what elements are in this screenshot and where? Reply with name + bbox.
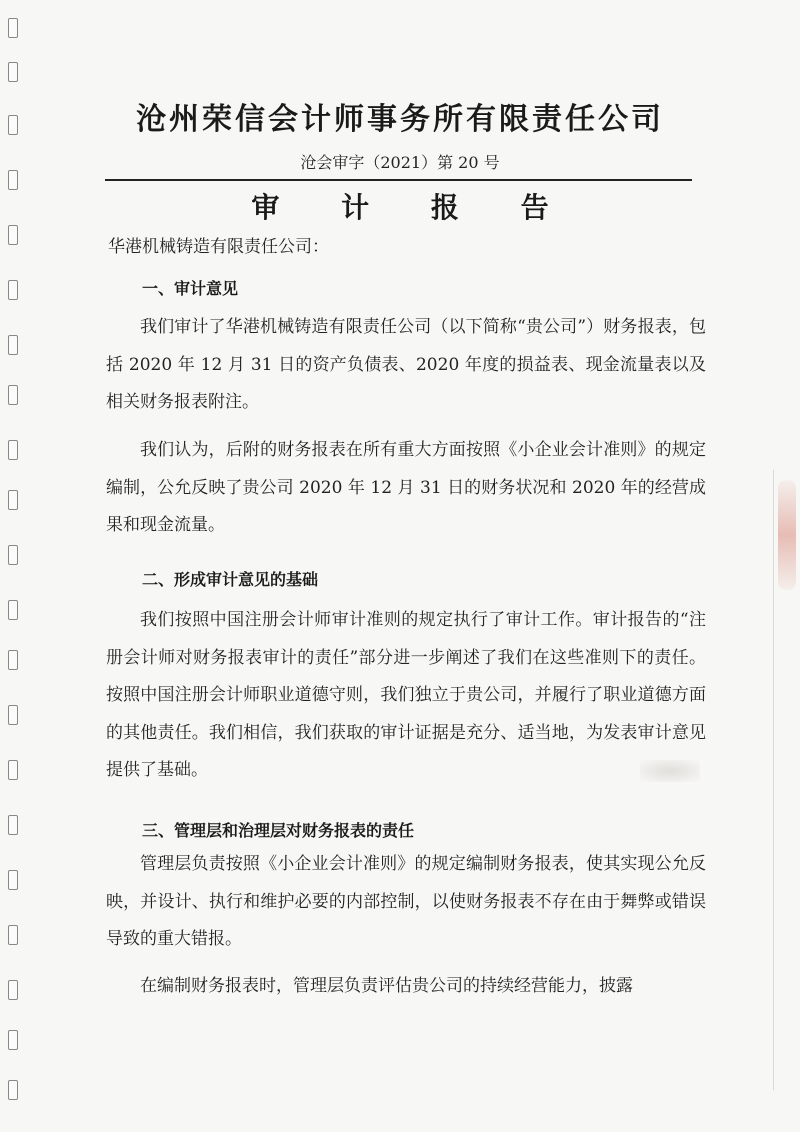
binding-hole (8, 225, 18, 245)
binding-hole (8, 600, 18, 620)
binding-hole (8, 440, 18, 460)
firm-name: 沧州荣信会计师事务所有限责任公司 (136, 102, 664, 137)
binding-hole (8, 490, 18, 510)
document-number: 沧会审字（2021）第 20 号 (300, 153, 500, 172)
binding-hole (8, 815, 18, 835)
binding-hole (8, 760, 18, 780)
binding-hole (8, 280, 18, 300)
binding-hole (8, 1030, 18, 1050)
header-rule (105, 179, 692, 181)
binding-hole (8, 650, 18, 670)
addressee: 华港机械铸造有限责任公司： (108, 237, 329, 257)
section-heading: 一、审计意见 (142, 279, 239, 298)
binding-hole (8, 18, 18, 38)
binding-hole (8, 385, 18, 405)
binding-hole (8, 980, 18, 1000)
binding-hole (8, 1080, 18, 1100)
paragraph: 我们审计了华港机械铸造有限责任公司（以下简称“贵公司”）财务报表，包括 2020 年 12 月 31 日的资产负债表、2020 年度的损益表、现金流量表以及相关财务报表附注。 (106, 317, 706, 412)
binding-hole (8, 62, 18, 82)
report-title: 审 计 报 告 (251, 191, 575, 224)
binding-hole (8, 545, 18, 565)
binding-hole (8, 870, 18, 890)
paragraph: 在编制财务报表时，管理层负责评估贵公司的持续经营能力，披露 (140, 976, 633, 996)
binding-hole (8, 705, 18, 725)
binding-hole (8, 335, 18, 355)
binding-hole (8, 925, 18, 945)
seal-stamp-edge (778, 480, 796, 590)
paragraph: 我们认为，后附的财务报表在所有重大方面按照《小企业会计准则》的规定编制，公允反映了贵公司 2020 年 12 月 31 日的财务状况和 2020 年的经营成果和现金流量。 (106, 440, 706, 535)
section-heading: 三、管理层和治理层对财务报表的责任 (142, 821, 415, 840)
section-heading: 二、形成审计意见的基础 (142, 570, 319, 589)
paragraph: 我们按照中国注册会计师审计准则的规定执行了审计工作。审计报告的“注册会计师对财务报表审计的责任”部分进一步阐述了我们在这些准则下的责任。按照中国注册会计师职业道德守则，我们独立于贵公司，并履行了职业道德方面的其他责任。我们相信，我们获取的审计证据是充分、适当地，为发表审计意见提供了基础。 (106, 610, 706, 780)
paragraph: 管理层负责按照《小企业会计准则》的规定编制财务报表，使其实现公允反映，并设计、执行和维护必要的内部控制，以使财务报表不存在由于舞弊或错误导致的重大错报。 (106, 854, 706, 949)
